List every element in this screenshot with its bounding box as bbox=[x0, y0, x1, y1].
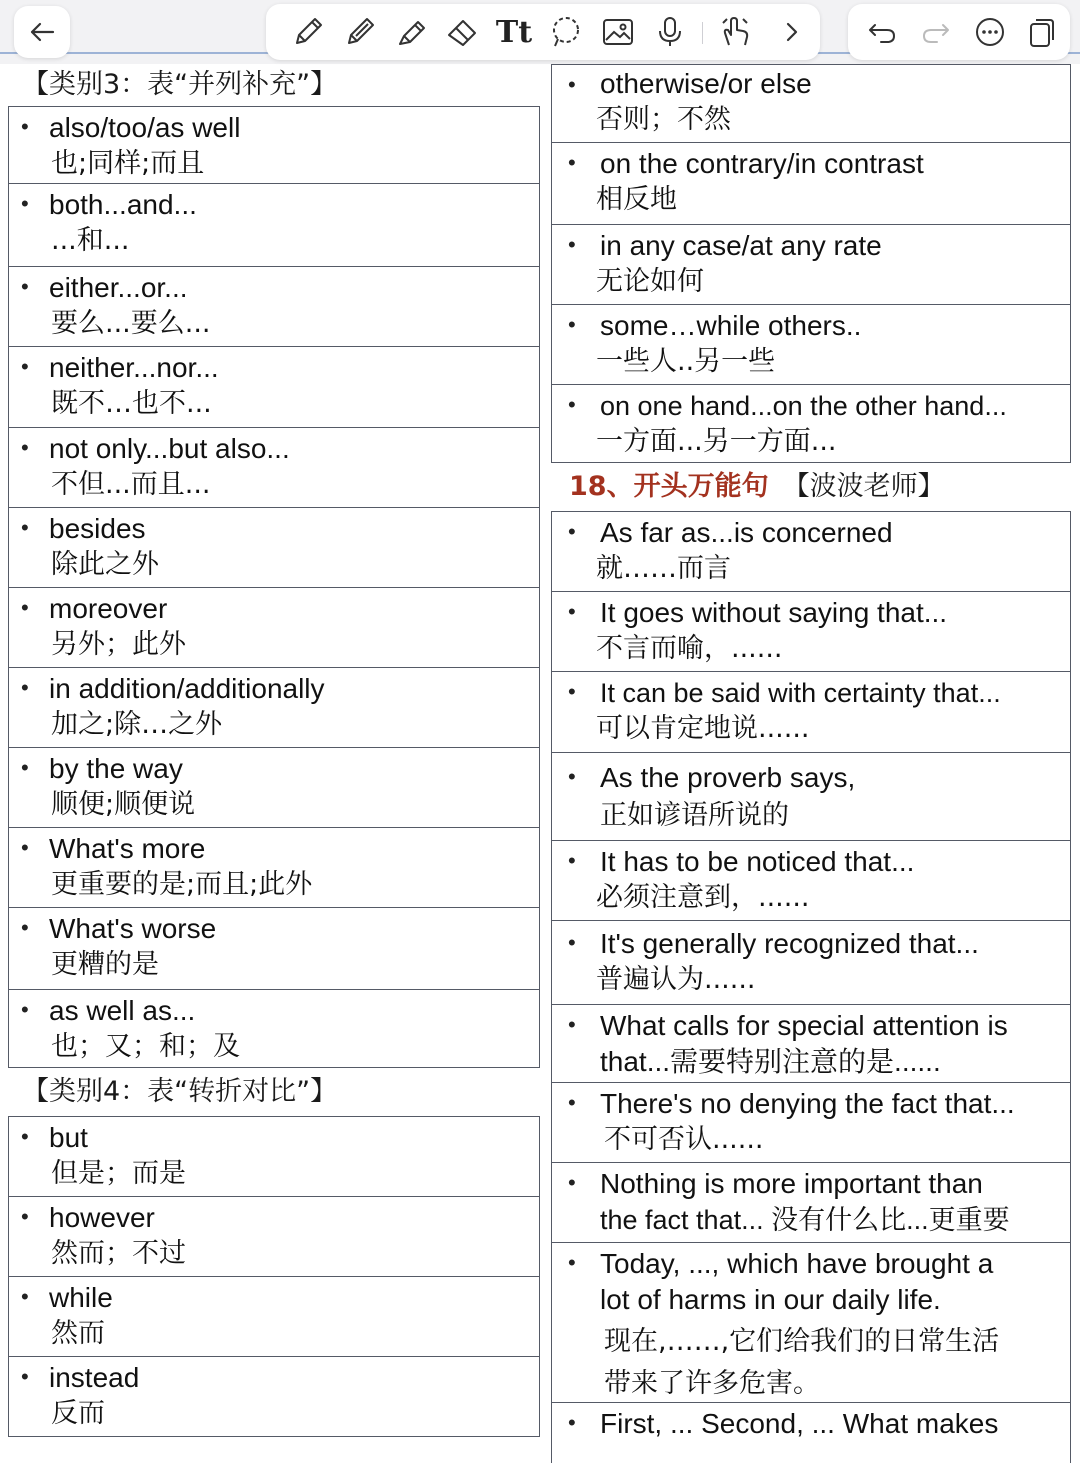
list-item bbox=[9, 347, 539, 428]
bullet: • bbox=[568, 392, 576, 417]
list-item bbox=[552, 305, 1070, 385]
image-icon[interactable] bbox=[596, 4, 640, 60]
list-item bbox=[9, 107, 539, 184]
bullet: • bbox=[21, 1204, 29, 1229]
bullet: • bbox=[568, 1170, 576, 1195]
bullet: • bbox=[568, 1250, 576, 1275]
bullet: • bbox=[568, 1012, 576, 1037]
item-en: What calls for special attention is bbox=[600, 1010, 1008, 1041]
item-zh: 否则；不然 bbox=[596, 104, 731, 135]
list-item bbox=[552, 753, 1070, 841]
item-en: There's no denying the fact that... bbox=[600, 1088, 1015, 1119]
item-en: As the proverb says, bbox=[600, 762, 856, 793]
toolbar-separator bbox=[702, 22, 703, 44]
list-item bbox=[552, 1005, 1070, 1083]
item-zh: 要么...要么... bbox=[51, 308, 211, 339]
microphone-icon[interactable] bbox=[648, 4, 692, 60]
pen-icon[interactable] bbox=[286, 4, 330, 60]
bullet: • bbox=[21, 435, 29, 460]
list-item bbox=[9, 1357, 539, 1437]
chevron-right-icon[interactable] bbox=[770, 4, 814, 60]
list-item bbox=[9, 990, 539, 1068]
bullet: • bbox=[21, 274, 29, 299]
item-en: First, ... Second, ... What makes bbox=[600, 1408, 999, 1439]
section-4-header: 【类别4：表“转折对比”】 bbox=[22, 1076, 338, 1107]
section-18-header bbox=[551, 463, 1071, 511]
item-en: some…while others.. bbox=[600, 310, 862, 341]
list-item bbox=[552, 1083, 1070, 1163]
bullet: • bbox=[21, 515, 29, 540]
bullet: • bbox=[568, 930, 576, 955]
item-zh: 必须注意到，...... bbox=[596, 882, 810, 913]
item-zh: 反而 bbox=[51, 1398, 105, 1429]
eraser-icon[interactable] bbox=[440, 4, 484, 60]
item-zh: 顺便;顺便说 bbox=[51, 789, 196, 820]
item-en: besides bbox=[49, 513, 146, 544]
section-4-list bbox=[8, 1116, 540, 1437]
item-en: on the contrary/in contrast bbox=[600, 148, 924, 179]
item-en: It can be said with certainty that... bbox=[600, 678, 1001, 708]
item-en: instead bbox=[49, 1362, 140, 1393]
undo-icon[interactable] bbox=[860, 4, 904, 60]
list-item bbox=[9, 908, 539, 990]
bullet: • bbox=[21, 915, 29, 940]
list-item bbox=[9, 267, 539, 347]
item-en: neither...nor... bbox=[49, 352, 219, 383]
item-zh: 不可否认...... bbox=[604, 1124, 764, 1155]
bullet: • bbox=[21, 755, 29, 780]
bullet: • bbox=[21, 1364, 29, 1389]
item-zh: 就……而言 bbox=[596, 553, 731, 584]
list-item bbox=[552, 841, 1070, 921]
item-zh: 普遍认为...... bbox=[596, 964, 756, 995]
back-arrow-icon[interactable] bbox=[14, 6, 70, 58]
item-zh-line2: 带来了许多危害。 bbox=[604, 1368, 820, 1399]
item-en: however bbox=[49, 1202, 155, 1233]
item-zh: 无论如何 bbox=[596, 266, 704, 297]
top-toolbar bbox=[0, 0, 1080, 64]
item-en: It goes without saying that... bbox=[600, 597, 948, 628]
item-en: but bbox=[49, 1122, 88, 1153]
bullet: • bbox=[568, 150, 576, 175]
item-en: either...or... bbox=[49, 272, 188, 303]
action-palette bbox=[848, 4, 1070, 60]
list-item bbox=[552, 385, 1070, 463]
section-18-title: 18、开头万能句 bbox=[569, 471, 769, 502]
list-item bbox=[9, 1277, 539, 1357]
list-item bbox=[552, 1163, 1070, 1243]
section-3-list bbox=[8, 106, 540, 1068]
item-zh: 现在,……,它们给我们的日常生活 bbox=[604, 1326, 1000, 1357]
bullet: • bbox=[21, 997, 29, 1022]
item-zh: 相反地 bbox=[596, 184, 677, 215]
item-zh: 但是；而是 bbox=[51, 1158, 186, 1189]
list-item bbox=[9, 508, 539, 588]
item-en: It has to be noticed that... bbox=[600, 846, 915, 877]
redo-icon[interactable] bbox=[914, 4, 958, 60]
item-en: while bbox=[49, 1282, 113, 1313]
item-zh: 另外；此外 bbox=[51, 629, 186, 660]
item-zh: 正如谚语所说的 bbox=[600, 800, 789, 831]
item-zh: 不言而喻，...... bbox=[596, 633, 783, 664]
item-en: otherwise/or else bbox=[600, 68, 812, 99]
item-zh: 更重要的是;而且;此外 bbox=[51, 869, 313, 900]
bullet: • bbox=[568, 764, 576, 789]
item-zh: 更糟的是 bbox=[51, 949, 159, 980]
item-en: both...and... bbox=[49, 189, 197, 220]
item-en: It's generally recognized that... bbox=[600, 928, 979, 959]
item-en: in any case/at any rate bbox=[600, 230, 882, 261]
item-en: also/too/as well bbox=[49, 112, 241, 143]
list-item bbox=[552, 143, 1070, 225]
bullet: • bbox=[21, 595, 29, 620]
item-zh: ...和... bbox=[51, 225, 130, 256]
list-item bbox=[552, 1243, 1070, 1403]
bullet: • bbox=[568, 848, 576, 873]
list-item bbox=[9, 184, 539, 267]
item-zh: 一些人..另一些 bbox=[596, 346, 776, 377]
list-item bbox=[9, 1197, 539, 1277]
bullet: • bbox=[21, 354, 29, 379]
item-en: What's worse bbox=[49, 913, 217, 944]
bullet: • bbox=[568, 1410, 576, 1435]
item-en: as well as... bbox=[49, 995, 196, 1026]
item-zh: 可以肯定地说...... bbox=[596, 713, 810, 744]
list-item bbox=[9, 668, 539, 748]
item-en-line2: lot of harms in our daily life. bbox=[600, 1284, 941, 1315]
highlighter-icon[interactable] bbox=[390, 4, 434, 60]
list-item bbox=[9, 748, 539, 828]
list-item bbox=[552, 1403, 1070, 1463]
item-en: not only...but also... bbox=[49, 433, 290, 464]
bullet: • bbox=[568, 519, 576, 544]
bullet: • bbox=[21, 191, 29, 216]
item-en: What's more bbox=[49, 833, 206, 864]
pages-icon[interactable] bbox=[1020, 4, 1064, 60]
bullet: • bbox=[21, 1124, 29, 1149]
item-zh: 一方面...另一方面... bbox=[596, 426, 837, 457]
hand-touch-icon[interactable] bbox=[714, 4, 758, 60]
bullet: • bbox=[21, 835, 29, 860]
item-en: moreover bbox=[49, 593, 168, 624]
item-zh: 既不…也不... bbox=[51, 388, 212, 419]
list-item bbox=[552, 921, 1070, 1005]
right-column bbox=[551, 64, 1071, 1463]
more-icon[interactable] bbox=[968, 4, 1012, 60]
list-item bbox=[9, 1117, 539, 1197]
bullet: • bbox=[21, 1284, 29, 1309]
item-zh: 也；又；和；及 bbox=[51, 1031, 240, 1062]
contrast-list bbox=[551, 64, 1071, 463]
item-en: by the way bbox=[49, 753, 183, 784]
item-en: Today, ..., which have brought a bbox=[600, 1248, 994, 1279]
list-item bbox=[9, 428, 539, 508]
item-en-line2: the fact that... 没有什么比...更重要 bbox=[600, 1205, 1010, 1235]
item-en: on one hand...on the other hand... bbox=[600, 391, 1007, 421]
bullet: • bbox=[568, 72, 576, 97]
item-zh: 除此之外 bbox=[51, 549, 159, 580]
item-en: in addition/additionally bbox=[49, 673, 325, 704]
list-item bbox=[552, 592, 1070, 672]
section-3-header: 【类别3：表“并列补充”】 bbox=[22, 69, 338, 100]
tool-palette bbox=[266, 4, 820, 60]
list-item bbox=[552, 512, 1070, 592]
bullet: • bbox=[21, 675, 29, 700]
bullet: • bbox=[21, 114, 29, 139]
bullet: • bbox=[568, 312, 576, 337]
section-18-note: 【波波老师】 bbox=[782, 471, 945, 502]
item-zh: 然而；不过 bbox=[51, 1238, 186, 1269]
list-item bbox=[9, 588, 539, 668]
item-zh: 也;同样;而且 bbox=[51, 148, 205, 179]
list-item bbox=[552, 225, 1070, 305]
bullet: • bbox=[568, 599, 576, 624]
list-item bbox=[552, 65, 1070, 143]
bullet: • bbox=[568, 1090, 576, 1115]
item-en: Nothing is more important than bbox=[600, 1168, 983, 1199]
back-button[interactable] bbox=[14, 6, 70, 58]
item-zh: 不但...而且... bbox=[51, 469, 211, 500]
left-column bbox=[8, 64, 540, 1437]
pen-alt-icon[interactable] bbox=[338, 4, 382, 60]
section-18-list bbox=[551, 511, 1071, 1463]
lasso-icon[interactable] bbox=[544, 4, 588, 60]
item-zh: 然而 bbox=[51, 1318, 105, 1349]
list-item bbox=[9, 828, 539, 908]
item-zh: 加之;除…之外 bbox=[51, 709, 223, 740]
bullet: • bbox=[568, 679, 576, 704]
item-en: As far as...is concerned bbox=[600, 517, 893, 548]
bullet: • bbox=[568, 232, 576, 257]
item-en-line2: that...需要特别注意的是...... bbox=[600, 1046, 941, 1077]
text-icon[interactable]: Tt bbox=[495, 14, 533, 50]
list-item bbox=[552, 672, 1070, 753]
